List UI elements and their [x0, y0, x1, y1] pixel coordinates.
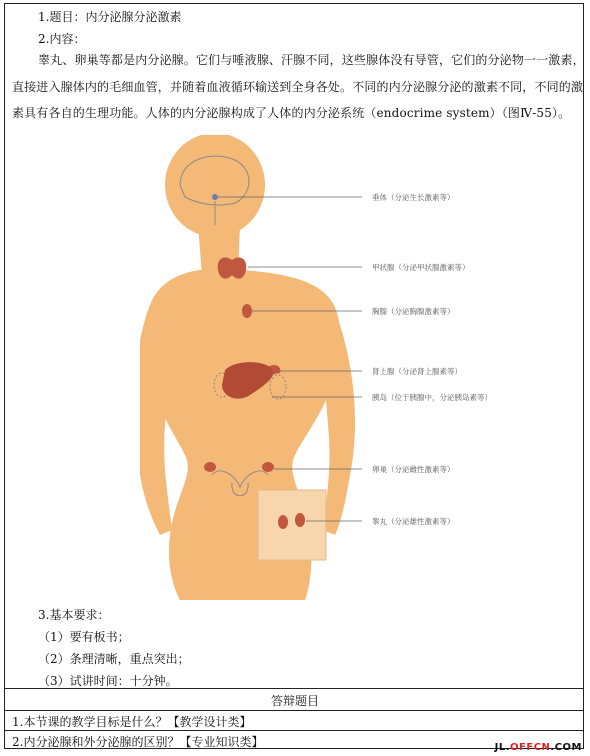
ovary-right: [262, 462, 274, 472]
label-testis: 睾丸（分泌雄性激素等）: [372, 517, 455, 526]
requirement-3: （3）试讲时间：十分钟。: [38, 674, 178, 688]
testis-inset: [258, 490, 326, 560]
endocrine-figure: [140, 135, 560, 600]
thymus-gland: [242, 304, 252, 318]
label-islets: 胰岛（位于胰腺中，分泌胰岛素等）: [372, 393, 492, 402]
watermark: JL.OFFCN.COM: [494, 742, 582, 753]
qa-header: 答辩题目: [270, 694, 319, 708]
testis-right: [295, 513, 305, 527]
question-1: 1.本节课的教学目标是什么？【教学设计类】: [12, 715, 252, 729]
section2-title: 2.内容：: [38, 32, 86, 46]
section3-title: 3.基本要求：: [38, 608, 110, 622]
label-thymus: 胸腺（分泌胸腺激素等）: [372, 307, 455, 316]
pituitary-gland: [212, 194, 218, 200]
paragraph-line-3: 素具有各自的生理功能。人体的内分泌腺构成了人体的内分泌系统（endocrime system）（图Ⅳ-55）。: [12, 106, 571, 120]
label-adrenal: 肾上腺（分泌肾上腺素等）: [372, 367, 462, 376]
requirement-2: （2）条理清晰，重点突出；: [38, 652, 190, 666]
paragraph-line-1: 睾丸、卵巢等都是内分泌腺。它们与唾液腺、汗腺不同，这些腺体没有导管，它们的分泌物一一激素，: [38, 53, 585, 67]
label-pituitary: 垂体（分泌生长激素等）: [372, 193, 455, 202]
ovary-left: [204, 462, 216, 472]
question-2: 2.内分泌腺和外分泌腺的区别？【专业知识类】: [12, 735, 264, 749]
divider-qa-header: [4, 710, 584, 711]
requirement-1: （1）要有板书；: [38, 630, 130, 644]
paragraph-line-2: 直接进入腺体内的毛细血管，并随着血液循环输送到全身各处。不同的内分泌腺分泌的激素不同，不同的激: [12, 80, 584, 94]
label-thyroid: 甲状腺（分泌甲状腺激素等）: [372, 263, 470, 272]
label-ovary: 卵巢（分泌雌性激素等）: [372, 465, 455, 474]
divider-qa-top: [4, 688, 584, 689]
section1-title: 1.题目：内分泌腺分泌激素: [38, 10, 182, 24]
testis-left: [278, 515, 288, 529]
divider-questions: [4, 730, 584, 731]
